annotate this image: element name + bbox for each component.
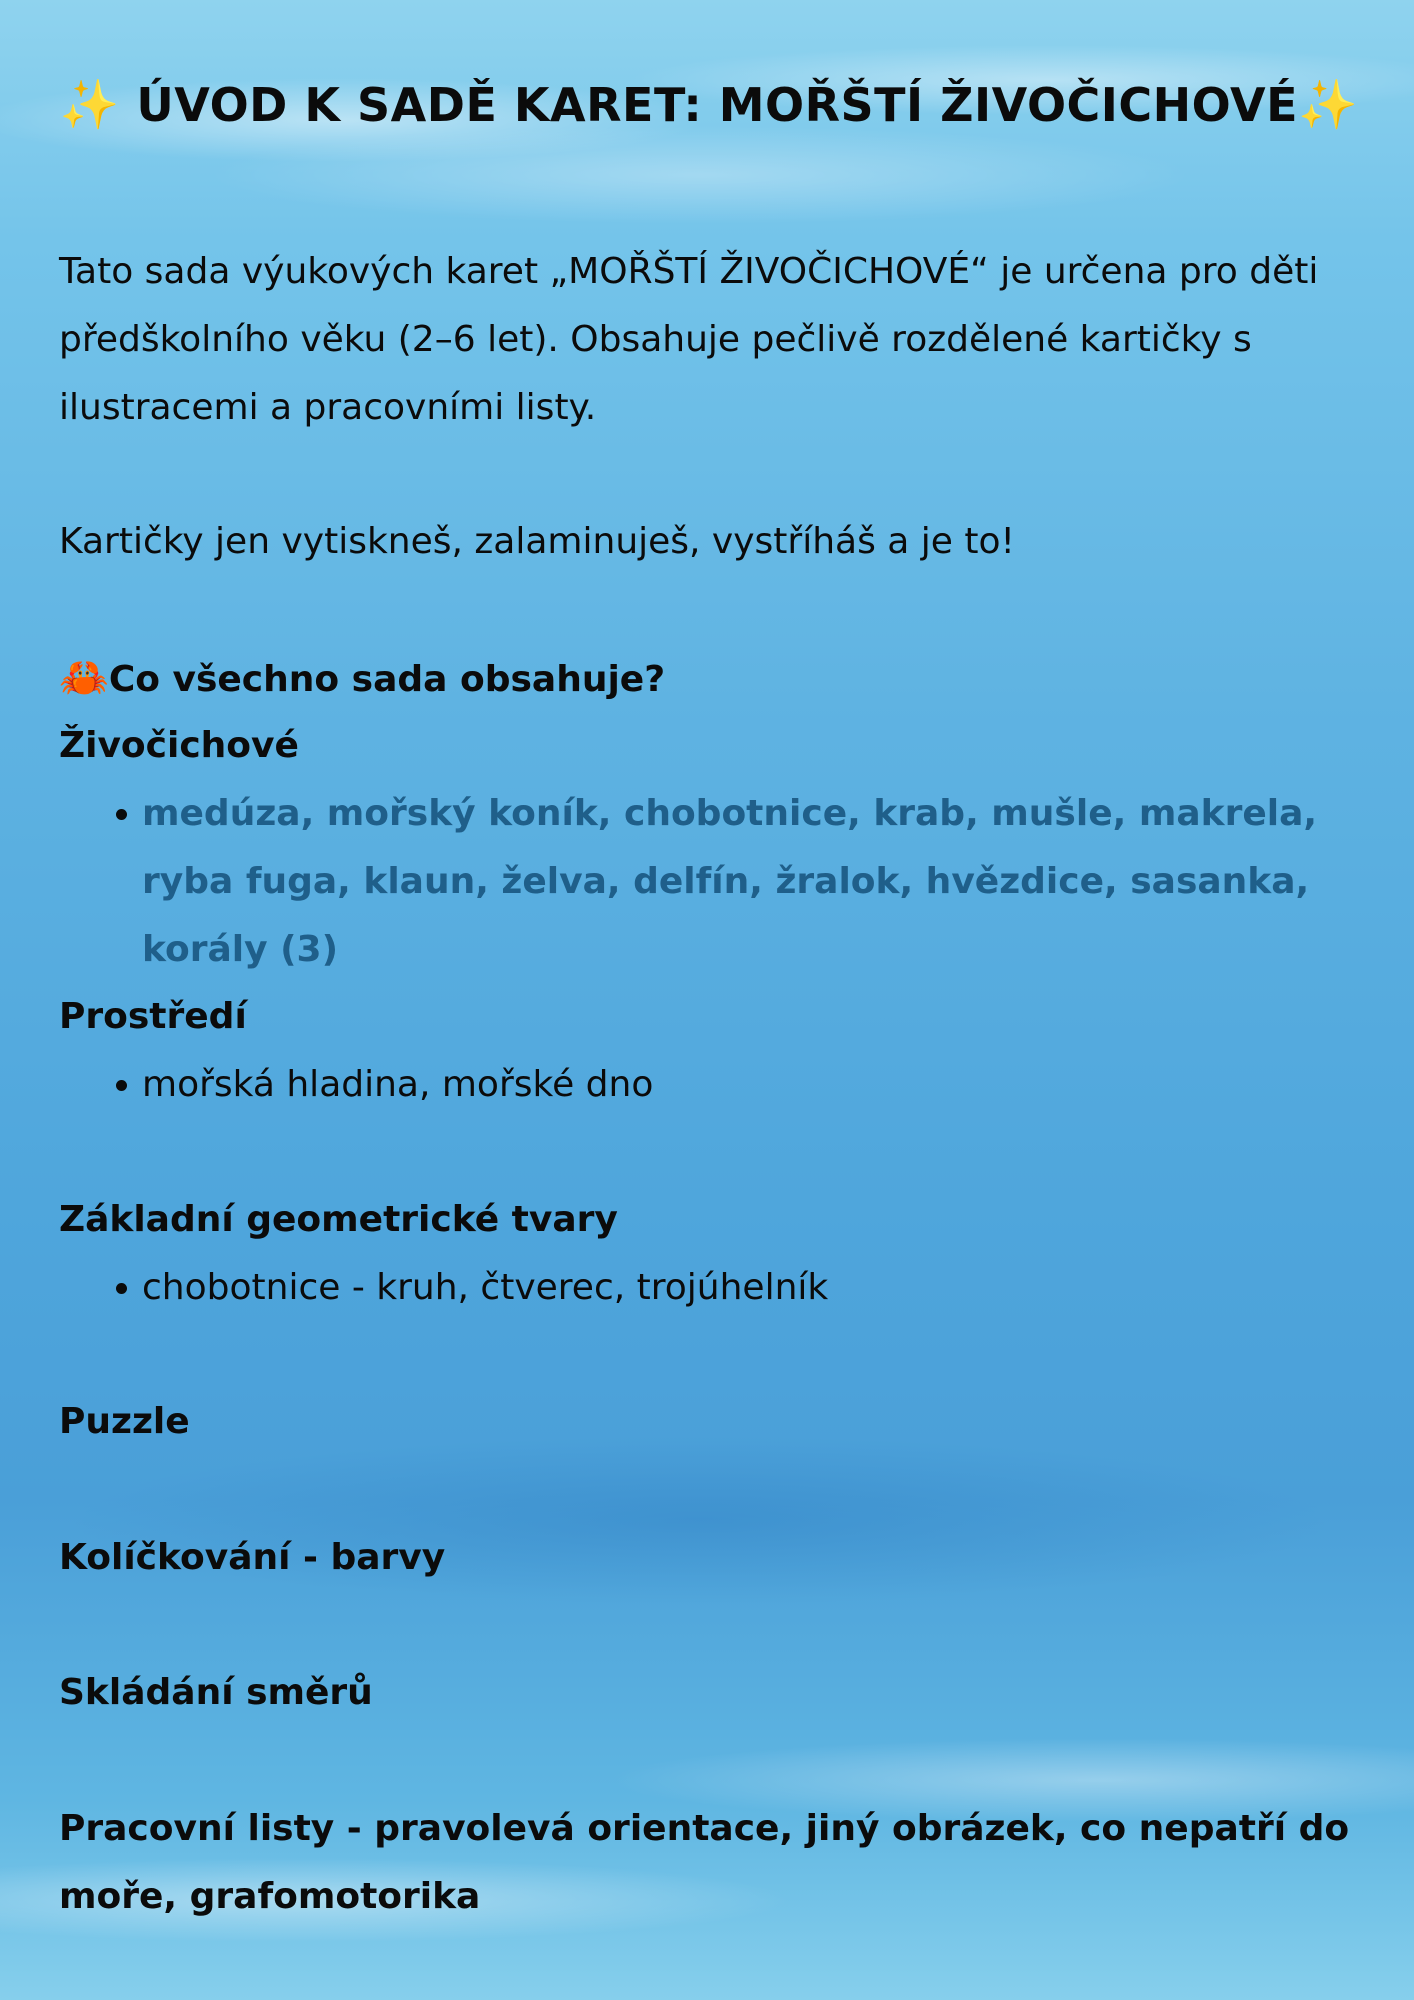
shapes-list bbox=[142, 1254, 1402, 1322]
intro-paragraph: Tato sada výukových karet „MOŘŠTÍ ŽIVOČICHOVÉ“ je určena pro děti předškolního věku (2–6 let). Obsahuje pečlivě rozdělené kartičky s ilustracemi a pracovními listy. bbox=[59, 251, 1319, 428]
animals-list bbox=[142, 780, 1402, 984]
list-item: medúza, mořský koník, chobotnice, krab, mušle, makrela, ryba fuga, klaun, želva, delfín, žralok, hvězdice, sasanka, korály (3) bbox=[142, 780, 1402, 984]
sparkle-icon: ✨ bbox=[59, 77, 120, 133]
list-item: chobotnice - kruh, čtverec, trojúhelník bbox=[142, 1254, 1402, 1322]
shapes-heading: Základní geometrické tvary bbox=[59, 1199, 618, 1240]
contents-heading-text: Co všechno sada obsahuje? bbox=[108, 659, 666, 700]
worksheets-heading: Pracovní listy - pravolevá orientace, jiný obrázek, co nepatří do moře, grafomotorika bbox=[59, 1808, 1350, 1917]
document-page bbox=[59, 0, 1359, 2000]
environment-heading: Prostředí bbox=[59, 996, 247, 1037]
sparkle-icon: ✨ bbox=[1298, 77, 1359, 133]
page-title bbox=[59, 76, 1359, 133]
puzzle-heading: Puzzle bbox=[59, 1401, 190, 1442]
crab-icon: 🦀 bbox=[59, 655, 109, 701]
title-text: ÚVOD K SADĚ KARET: MOŘŠTÍ ŽIVOČICHOVÉ bbox=[136, 78, 1299, 132]
pegs-heading: Kolíčkování - barvy bbox=[59, 1537, 446, 1578]
instruction-text: Kartičky jen vytiskneš, zalaminuješ, vystříháš a je to! bbox=[59, 521, 1015, 562]
environment-list bbox=[142, 1051, 1402, 1119]
contents-heading bbox=[59, 644, 665, 714]
animals-heading: Živočichové bbox=[59, 725, 299, 766]
directions-heading: Skládání směrů bbox=[59, 1672, 373, 1713]
list-item: mořská hladina, mořské dno bbox=[142, 1051, 1402, 1119]
